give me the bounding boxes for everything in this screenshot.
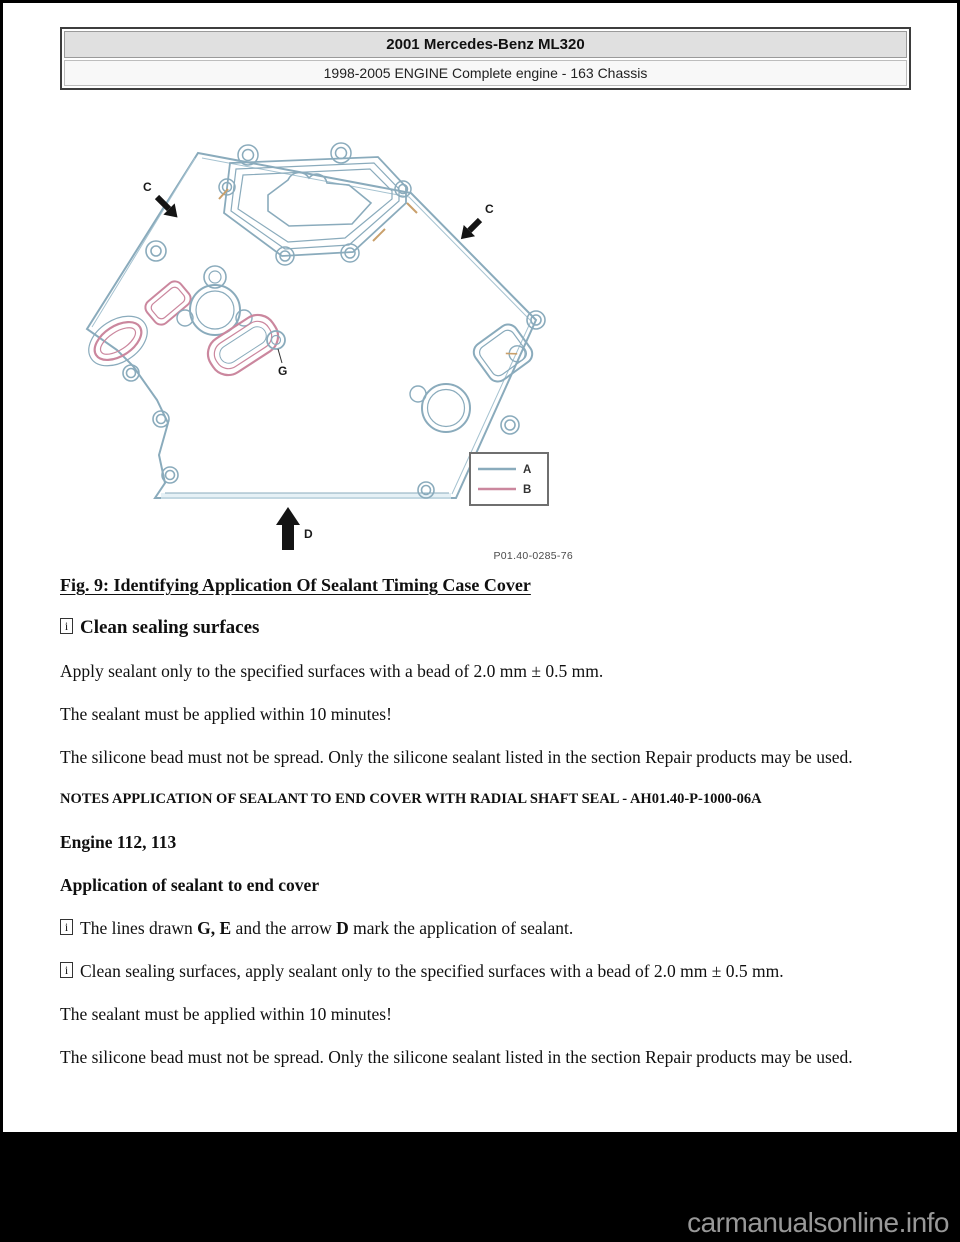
label-d: D bbox=[304, 527, 313, 541]
note-clean-heading bbox=[60, 617, 908, 639]
footer-band bbox=[3, 1132, 960, 1242]
note-clean-2 bbox=[60, 960, 908, 983]
paragraph-apply-sealant: Apply sealant only to the specified surfaces with a bead of 2.0 mm ± 0.5 mm. bbox=[60, 661, 604, 681]
left-gaskets bbox=[80, 266, 252, 376]
center-gasket-g bbox=[201, 308, 287, 382]
note-clean-text: Clean sealing surfaces bbox=[80, 617, 260, 638]
paragraph-ten-minutes-2: The sealant must be applied within 10 minutes! bbox=[60, 1004, 392, 1024]
notes-heading: NOTES APPLICATION OF SEALANT TO END COVER WITH RADIAL SHAFT SEAL - AH01.40-P-1000-06A bbox=[60, 791, 762, 807]
application-heading: Application of sealant to end cover bbox=[60, 875, 320, 895]
top-gasket bbox=[219, 143, 417, 265]
label-c-left: C bbox=[143, 180, 152, 194]
legend-label-a: A bbox=[523, 464, 532, 476]
page-subtitle: 1998-2005 ENGINE Complete engine - 163 Chassis bbox=[64, 60, 907, 86]
note-clean-2-text: Clean sealing surfaces, apply sealant only to the specified surfaces with a bead of 2.0 mm ± 0.5 mm. bbox=[80, 961, 784, 981]
label-c-right: C bbox=[485, 202, 494, 216]
figure-part-code: P01.40-0285-76 bbox=[493, 550, 573, 562]
arrow-d bbox=[276, 507, 313, 550]
label-g: G bbox=[278, 364, 288, 378]
arrow-c-right bbox=[455, 202, 494, 245]
legend-box bbox=[470, 453, 548, 505]
note-lines-text: The lines drawn G, E and the arrow D mark the application of sealant. bbox=[80, 918, 574, 938]
engine-heading: Engine 112, 113 bbox=[60, 832, 177, 852]
legend-label-b: B bbox=[523, 484, 532, 496]
content-area bbox=[60, 575, 908, 1089]
watermark: carmanualsonline.info bbox=[687, 1207, 949, 1238]
info-icon: i bbox=[60, 618, 73, 634]
page-title: 2001 Mercedes-Benz ML320 bbox=[64, 31, 907, 58]
note-lines-drawn bbox=[60, 917, 908, 940]
timing-case-cover-diagram bbox=[73, 123, 573, 578]
timing-case-cover-svg bbox=[73, 123, 573, 578]
paragraph-ten-minutes-1: The sealant must be applied within 10 minutes! bbox=[60, 704, 392, 724]
info-icon: i bbox=[60, 919, 73, 935]
figure-caption: Fig. 9: Identifying Application Of Sealant Timing Case Cover bbox=[60, 575, 531, 595]
header-table bbox=[60, 27, 911, 90]
cover-outline bbox=[87, 153, 545, 499]
right-gaskets bbox=[410, 321, 536, 432]
paragraph-silicone-1: The silicone bead must not be spread. Only the silicone sealant listed in the section Repair products may be used. bbox=[60, 747, 853, 767]
paragraph-silicone-2: The silicone bead must not be spread. Only the silicone sealant listed in the section Repair products may be used. bbox=[60, 1047, 853, 1067]
info-icon: i bbox=[60, 962, 73, 978]
sealant-accent-lines bbox=[219, 189, 417, 241]
